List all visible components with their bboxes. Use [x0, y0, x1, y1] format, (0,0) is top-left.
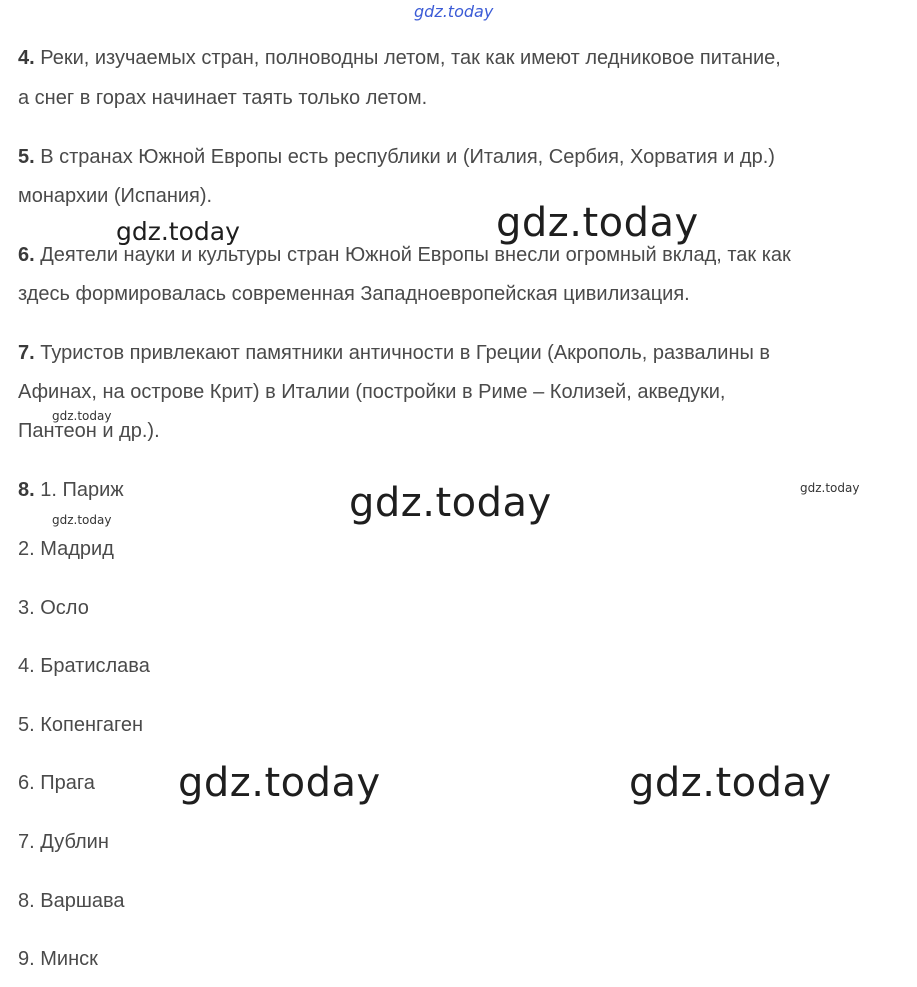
answer-text: Туристов привлекают памятники античности в Греции (Акрополь, развалины в — [40, 342, 771, 364]
watermark: gdz.today — [52, 513, 112, 527]
list-item: 8. Варшава — [18, 890, 125, 912]
watermark: gdz.today — [178, 760, 381, 806]
answer-text: Реки, изучаемых стран, полноводны летом, так как имеют ледниковое питание, — [40, 47, 781, 69]
answer-5-line-2: монархии (Испания). — [18, 185, 213, 207]
watermark: gdz.today — [116, 217, 240, 246]
answer-6-line-2: здесь формировалась современная Западноевропейская цивилизация. — [18, 283, 690, 305]
answer-6-line-1 — [18, 243, 791, 267]
list-item: 5. Копенгаген — [18, 714, 144, 736]
answer-7-line-1 — [18, 341, 770, 365]
watermark-logo: gdz.today — [414, 2, 494, 21]
answer-text: 1. Париж — [40, 479, 124, 501]
watermark: gdz.today — [629, 760, 832, 806]
answer-5-line-1 — [18, 145, 775, 169]
watermark: gdz.today — [800, 481, 860, 495]
answer-4-line-2: а снег в горах начинает таять только летом. — [18, 87, 428, 109]
list-item: 7. Дублин — [18, 831, 109, 853]
answer-number: 8. — [18, 479, 35, 501]
answer-7-line-3: Пантеон и др.). — [18, 420, 160, 442]
answer-number: 6. — [18, 244, 35, 266]
answer-number: 4. — [18, 47, 35, 69]
answer-number: 5. — [18, 146, 35, 168]
watermark: gdz.today — [349, 480, 552, 526]
list-item: 6. Прага — [18, 772, 95, 794]
list-item: 9. Минск — [18, 948, 98, 970]
answer-number: 7. — [18, 342, 35, 364]
watermark: gdz.today — [52, 409, 112, 423]
list-item: 2. Мадрид — [18, 538, 114, 560]
answer-7-line-2: Афинах, на острове Крит) в Италии (постройки в Риме – Колизей, акведуки, — [18, 381, 726, 403]
answer-8-line-1 — [18, 478, 124, 502]
answer-text: В странах Южной Европы есть республики и (Италия, Сербия, Хорватия и др.) — [40, 146, 775, 168]
answer-4-line-1 — [18, 46, 781, 70]
answer-text: Деятели науки и культуры стран Южной Европы внесли огромный вклад, так как — [40, 244, 791, 266]
watermark: gdz.today — [496, 200, 699, 246]
list-item: 4. Братислава — [18, 655, 150, 677]
list-item: 3. Осло — [18, 597, 89, 619]
